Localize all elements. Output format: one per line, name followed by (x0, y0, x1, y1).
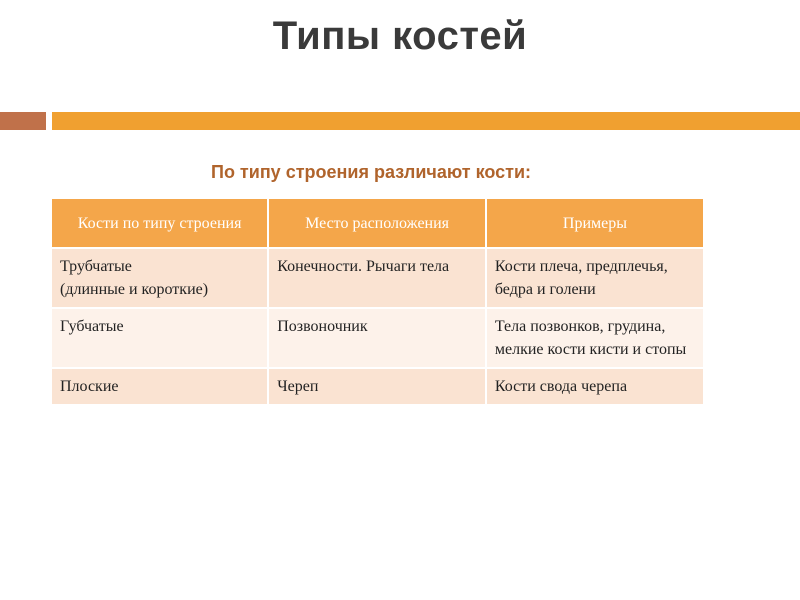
cell-bone-type (52, 248, 268, 308)
header-location: Место расположения (268, 199, 486, 248)
bone-types-table (52, 199, 703, 406)
cell-text: Трубчатые (длинные и короткие) (60, 258, 209, 298)
table-row (52, 248, 703, 308)
table-row (52, 308, 703, 368)
table-row (52, 368, 703, 405)
cell-bone-type: Плоские (52, 368, 268, 405)
accent-bar (52, 112, 800, 130)
cell-location: Конечности. Рычаги тела (268, 248, 486, 308)
cell-location: Позвоночник (268, 308, 486, 368)
slide-title: Типы костей (272, 14, 528, 58)
table-header-row (52, 199, 703, 248)
cell-examples: Кости плеча, предплечья, бедра и голени (486, 248, 703, 308)
accent-bar-left (0, 112, 46, 130)
cell-bone-type: Губчатые (52, 308, 268, 368)
cell-location: Череп (268, 368, 486, 405)
cell-examples: Кости свода черепа (486, 368, 703, 405)
header-examples: Примеры (486, 199, 703, 248)
cell-examples: Тела позвонков, грудина, мелкие кости кисти и стопы (486, 308, 703, 368)
slide-subtitle: По типу строения различают кости: (211, 162, 532, 182)
header-bone-structure: Кости по типу строения (52, 199, 268, 248)
